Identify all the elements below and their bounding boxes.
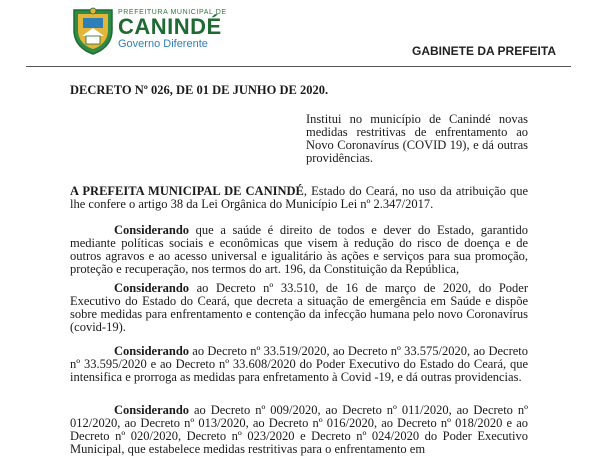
municipal-seal-icon	[70, 6, 116, 56]
considerando-label: Considerando	[114, 223, 190, 237]
considerando-paragraph	[70, 282, 528, 334]
considerando-label: Considerando	[114, 403, 190, 417]
header-divider	[26, 66, 571, 67]
letterhead	[0, 0, 600, 62]
brand-slogan: Governo Diferente	[118, 38, 208, 50]
brand-name: CANINDÉ	[118, 14, 222, 39]
considerando-text: ao Decreto nº 33.519/2020, ao Decreto nº 33.575/2020, ao Decreto nº 33.595/2020 e ao Decreto nº 33.608/2020 do Poder Executivo do Estado do Ceará, que intensifica e prorroga as medidas para enfretamento à Covid -19, e dá outras providencias.	[70, 344, 528, 384]
preamble-bold: A PREFEITA MUNICIPAL DE CANINDÉ	[70, 184, 304, 198]
considerando-label: Considerando	[114, 344, 190, 358]
considerando-paragraph	[70, 224, 528, 276]
brand-block	[118, 9, 227, 50]
decree-summary: Institui no município de Canindé novas medidas restritivas de enfrentamento ao Novo Coronavírus (COVID 19), e dá outras providências.	[306, 112, 528, 165]
considerando-text: que a saúde é direito de todos e dever do Estado, garantido mediante políticas sociais e econômicas que visem à redução do risco de doença e de outros agravos e ao acesso universal e igualitário às ações e serviços para sua promoção, proteção e recuperação, nos termos do art. 196, da Constituição da República,	[70, 223, 528, 276]
considerando-text: ao Decreto nº 33.510, de 16 de março de 2020, do Poder Executivo do Estado do Ceará, que decreta a situação de emergência em Saúde e dispõe sobre medidas para enfrentamento e contenção da infecção humana pelo novo Coronavírus (covid-19).	[70, 281, 528, 334]
brand-top-line: PREFEITURA MUNICIPAL DE	[118, 9, 227, 16]
decree-title: DECRETO Nº 026, DE 01 DE JUNHO DE 2020.	[70, 83, 329, 97]
considerando-paragraph	[70, 404, 528, 456]
preamble-text: , Estado do Ceará, no uso da atribuição que lhe confere o artigo 38 da Lei Orgânica do Município Lei nº 2.347/2017.	[70, 184, 528, 211]
considerando-paragraph	[70, 345, 528, 384]
considerando-text: ao Decreto nº 009/2020, ao Decreto nº 011/2020, ao Decreto nº 012/2020, ao Decreto nº 013/2020, ao Decreto nº 016/2020, ao Decreto nº 018/2020 e ao Decreto nº 020/2020, Decreto nº 023/2020 e Decreto nº 024/2020 do Poder Executivo Municipal, que estabelece medidas restritivas para o enfrentamento em	[70, 403, 528, 456]
preamble-paragraph	[70, 185, 528, 211]
considerando-label: Considerando	[114, 281, 190, 295]
office-name: GABINETE DA PREFEITA	[411, 44, 556, 58]
